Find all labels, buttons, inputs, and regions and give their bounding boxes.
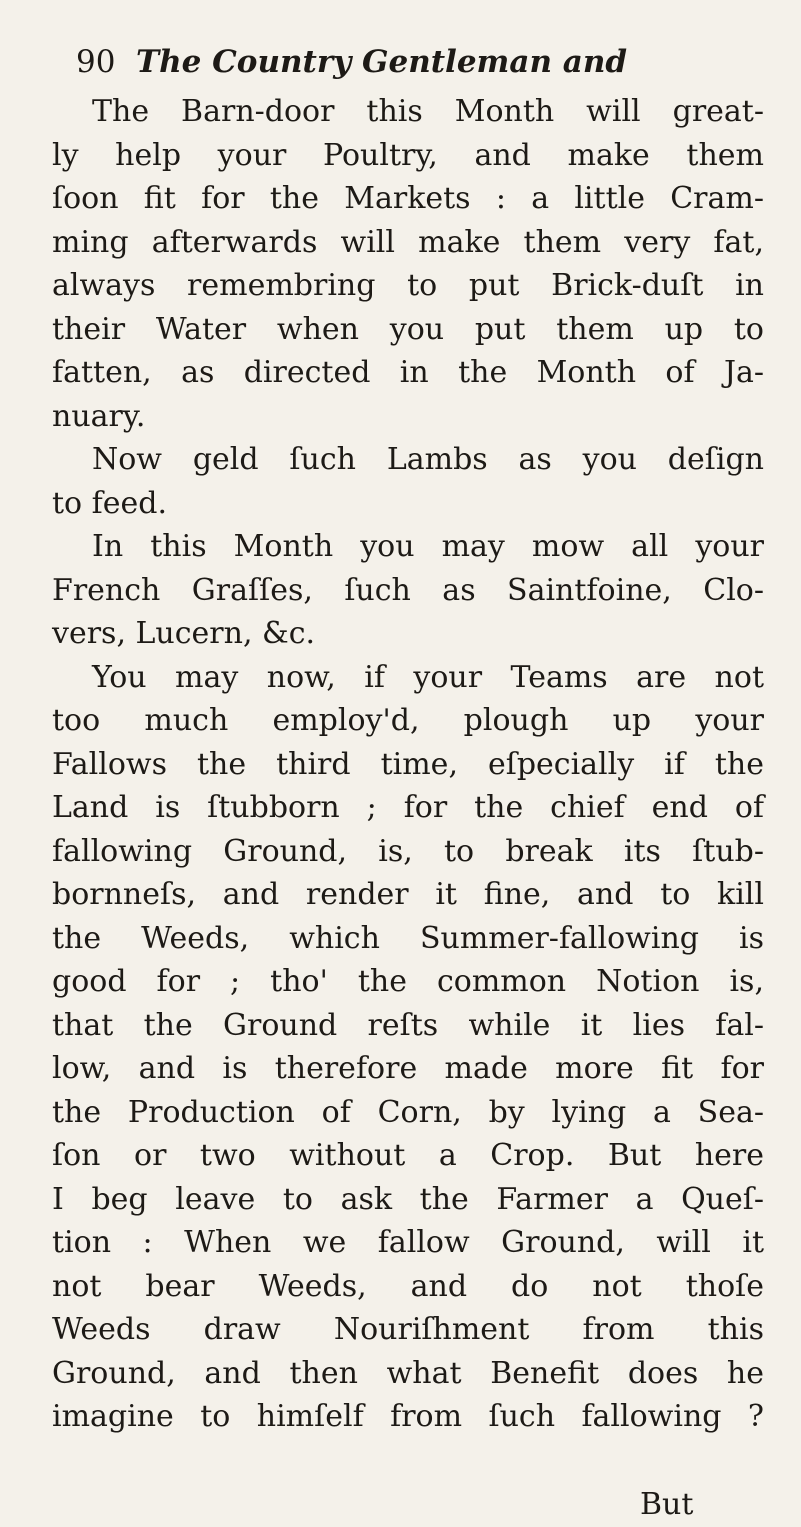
text-line: that the Ground reſts while it lies fal- [52, 1007, 764, 1043]
text-line: nuary. [52, 398, 146, 434]
text-line: imagine to himſelf from ſuch fallowing ? [52, 1399, 764, 1434]
text-line: Weeds draw Nouriſhment from this [52, 1312, 764, 1347]
text-line: Ground, and then what Benefit does he [52, 1355, 764, 1391]
text-line: In this Month you may mow all your [92, 529, 764, 564]
body-text [52, 90, 764, 1439]
text-line: fatten, as directed in the Month of Ja- [52, 355, 764, 390]
text-line: always remembring to put Brick-duſt in [52, 268, 764, 303]
text-line: I beg leave to ask the Farmer a Queſ- [52, 1181, 764, 1217]
text-line: Land is ſtubborn ; for the chief end of [52, 790, 764, 825]
text-line: low, and is therefore made more fit for [52, 1051, 764, 1086]
catchword: But [640, 1487, 694, 1522]
text-line: the Weeds, which Summer-fallowing is [52, 920, 764, 956]
text-line: You may now, if your Teams are not [92, 659, 764, 695]
text-line: Fallows the third time, eſpecially if the [52, 746, 764, 782]
text-line: vers, Lucern, &c. [52, 616, 316, 651]
page-number: 90 [76, 44, 116, 80]
text-line: fallowing Ground, is, to break its ſtub- [52, 833, 764, 869]
text-line: ſoon fit for the Markets : a little Cram- [52, 181, 764, 216]
text-line: to feed. [52, 485, 168, 521]
text-line: ſon or two without a Crop. But here [52, 1138, 764, 1173]
text-line: The Barn-door this Month will great- [92, 94, 764, 129]
text-line: tion : When we fallow Ground, will it [52, 1225, 764, 1260]
running-title: The Country Gentleman and [136, 44, 628, 80]
running-head [76, 36, 736, 88]
text-line: French Graſſes, ſuch as Saintfoine, Clo- [52, 572, 764, 608]
text-line: ly help your Poultry, and make them [52, 137, 764, 173]
text-line: ming afterwards will make them very fat, [52, 224, 764, 260]
text-line: bornneſs, and render it fine, and to kill [52, 877, 764, 912]
text-line: too much employ'd, plough up your [52, 703, 764, 738]
text-line: not bear Weeds, and do not thoſe [52, 1268, 764, 1304]
text-line: their Water when you put them up to [52, 311, 764, 347]
text-line: Now geld ſuch Lambs as you deſign [92, 442, 764, 477]
text-line: the Production of Corn, by lying a Sea- [52, 1094, 764, 1130]
text-line: good for ; tho' the common Notion is, [52, 964, 764, 999]
